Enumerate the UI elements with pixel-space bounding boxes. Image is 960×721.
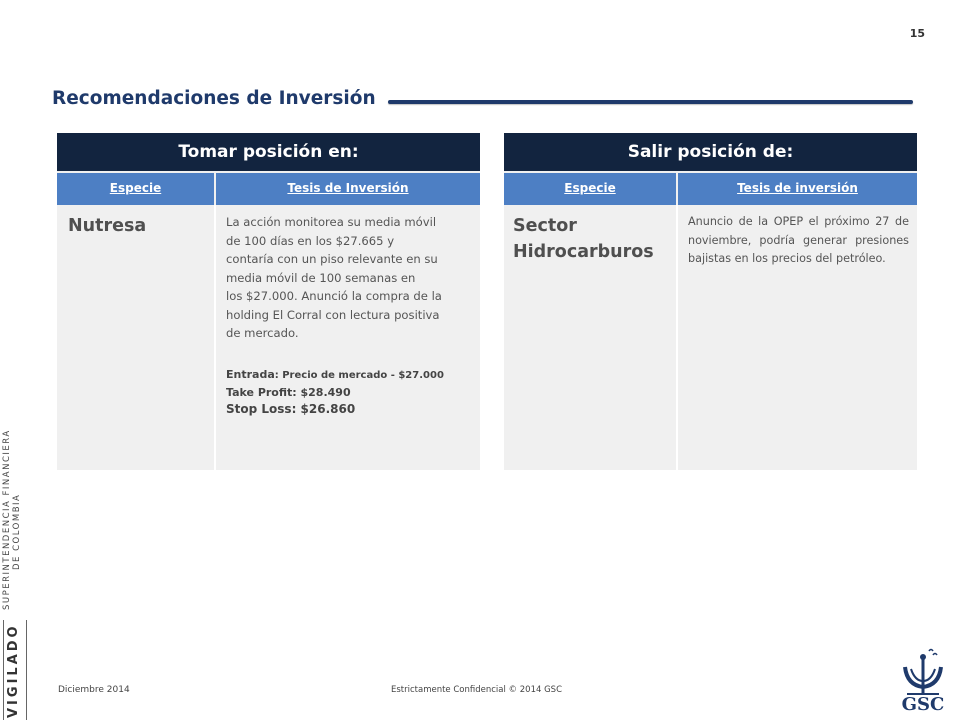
sell-species-line: Sector <box>513 216 577 236</box>
page-title: Recomendaciones de Inversión <box>52 88 376 109</box>
buy-thesis-line: holding El Corral con lectura positiva <box>226 307 440 322</box>
buy-thesis-line: los $27.000. Anunció la compra de la <box>226 289 442 303</box>
gsc-logo <box>893 645 953 717</box>
stamp-line-2: DE COLOMBIA <box>12 493 22 570</box>
sell-panel <box>504 133 917 470</box>
buy-col-thesis-header: Tesis de Inversión <box>216 173 480 205</box>
footer-date: Diciembre 2014 <box>58 685 130 695</box>
buy-thesis-line: de mercado. <box>226 326 299 340</box>
buy-thesis-line: La acción monitorea su media móvil <box>226 215 437 229</box>
sell-species-line: Hidrocarburos <box>513 242 654 262</box>
entry-price <box>226 366 476 384</box>
sell-panel-heading: Salir posición de: <box>504 133 917 171</box>
buy-thesis-line: contaría con un piso relevante en su <box>226 252 438 266</box>
buy-species: Nutresa <box>68 216 147 236</box>
take-profit: Take Profit: $28.490 <box>226 386 351 399</box>
buy-col-divider <box>214 205 216 470</box>
buy-col-species-header: Especie <box>57 173 214 205</box>
sell-col-divider <box>676 205 678 470</box>
buy-thesis-line: de 100 días en los $27.665 y <box>226 233 395 248</box>
entry-label: Entrada <box>226 368 275 381</box>
buy-thesis-line: media móvil de 100 semanas en <box>226 270 416 285</box>
sell-col-thesis-header: Tesis de inversión <box>678 173 917 205</box>
vigilado-label: VIGILADO <box>6 623 21 718</box>
sell-thesis: Anuncio de la OPEP el próximo 27 de noviembre, podría generar presiones bajistas en los precios del petróleo. <box>688 215 909 265</box>
footer-confidential: Estrictamente Confidencial © 2014 GSC <box>391 685 563 695</box>
entry-value: : Precio de mercado - $27.000 <box>274 370 444 381</box>
stop-loss: Stop Loss: $26.860 <box>226 402 356 416</box>
sell-col-species-header: Especie <box>504 173 676 205</box>
buy-trade-levels <box>226 366 476 418</box>
buy-panel-heading: Tomar posición en: <box>57 133 480 171</box>
buy-panel <box>57 133 480 470</box>
logo-text: GSC <box>901 694 945 715</box>
buy-thesis <box>226 213 476 343</box>
sell-species <box>513 213 654 265</box>
title-underline <box>388 100 913 104</box>
stamp-line-1: SUPERINTENDENCIA FINANCIERA <box>2 429 12 610</box>
vigilado-stamp <box>0 429 44 720</box>
page-number: 15 <box>909 27 925 40</box>
